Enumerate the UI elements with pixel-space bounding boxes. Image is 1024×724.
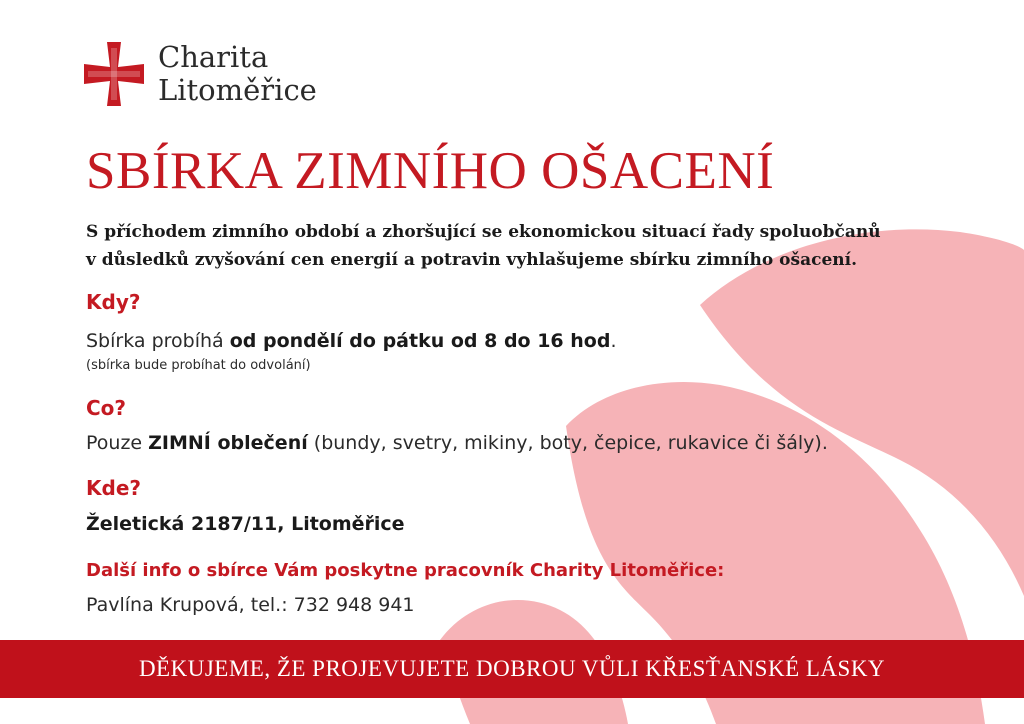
- logo-line1: Charita: [158, 40, 269, 74]
- when-text: [86, 330, 617, 352]
- when-suffix: .: [610, 330, 617, 352]
- when-note: (sbírka bude probíhat do odvolání): [86, 358, 311, 373]
- charita-logo: [80, 40, 317, 108]
- what-heading: Co?: [86, 396, 127, 420]
- when-prefix: Sbírka probíhá: [86, 330, 230, 352]
- logo-wordmark: [158, 41, 317, 107]
- logo-line2: Litoměřice: [158, 73, 317, 107]
- intro-line1: S příchodem zimního období a zhoršující se ekonomickou situací řady spoluobčanů: [86, 222, 881, 242]
- contact-person: Pavlína Krupová, tel.: 732 948 941: [86, 594, 415, 616]
- footer-banner: [0, 640, 1024, 698]
- when-heading: Kdy?: [86, 290, 141, 314]
- caritas-cross-icon: [80, 40, 148, 108]
- footer-text: DĚKUJEME, ŽE PROJEVUJETE DOBROU VŮLI KŘESŤANSKÉ LÁSKY: [138, 656, 886, 681]
- where-heading: Kde?: [86, 476, 141, 500]
- what-prefix: Pouze: [86, 432, 149, 454]
- page-title: SBÍRKA ZIMNÍHO OŠACENÍ: [86, 142, 775, 200]
- where-address-text: Želetická 2187/11, Litoměřice: [86, 513, 405, 535]
- where-address: [86, 513, 405, 535]
- what-suffix: (bundy, svetry, mikiny, boty, čepice, rukavice či šály).: [307, 432, 828, 454]
- when-emphasis: od pondělí do pátku od 8 do 16 hod: [229, 330, 611, 352]
- intro-paragraph: [86, 218, 966, 274]
- what-text: [86, 432, 828, 454]
- intro-line2: v důsledků zvyšování cen energií a potravin vyhlašujeme sbírku zimního ošacení.: [86, 250, 857, 270]
- contact-heading: Další info o sbírce Vám poskytne pracovník Charity Litoměřice:: [86, 560, 725, 581]
- what-emphasis: ZIMNÍ oblečení: [148, 432, 308, 454]
